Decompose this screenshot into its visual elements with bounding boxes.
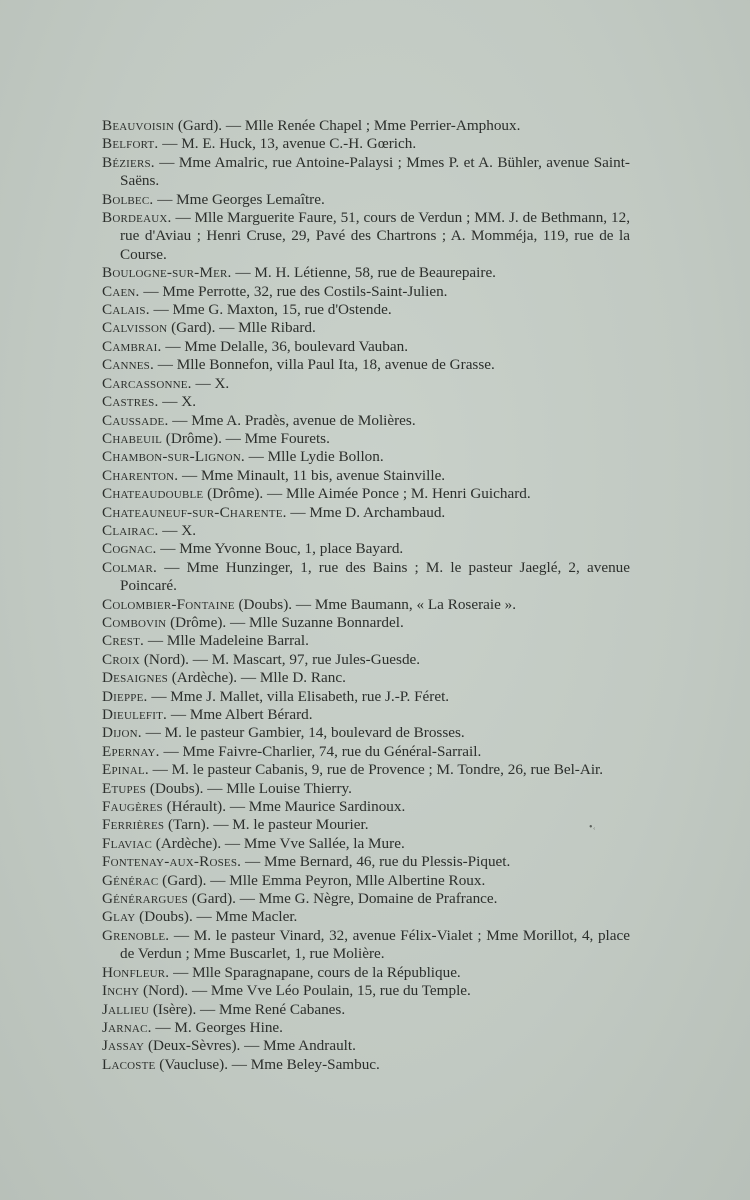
directory-entry [102,522,630,540]
directory-entry [102,982,630,1000]
entry-place: Honfleur. [102,963,170,981]
entry-place: Chateauneuf-sur-Charente. [102,503,287,521]
entry-text: — M. Georges Hine. [151,1018,283,1036]
directory-list [102,117,630,1074]
entry-place: Crest. [102,632,145,650]
entry-place: Calais. [102,301,150,319]
directory-entry [102,540,630,558]
directory-entry [102,1019,630,1037]
directory-entry [102,890,630,908]
entry-text: — M. le pasteur Gambier, 14, boulevard de Brosses. [141,724,465,742]
directory-entry [102,780,630,798]
directory-entry [102,669,630,687]
directory-entry [102,393,630,411]
entry-place: Jallieu [102,1000,150,1018]
directory-entry [102,485,630,503]
directory-entry [102,614,630,632]
entry-place: Fontenay-aux-Roses. [102,853,242,871]
directory-entry [102,816,630,834]
entry-place: Caen. [102,282,140,300]
entry-text: (Drôme). — Mlle Aimée Ponce ; M. Henri Guichard. [203,485,531,503]
entry-text: — M. le pasteur Cabanis, 9, rue de Provence ; M. Tondre, 26, rue Bel-Air. [148,761,604,779]
entry-text: — Mme Minault, 11 bis, avenue Stainville. [178,466,446,484]
directory-entry [102,283,630,301]
directory-entry [102,872,630,890]
entry-text: — M. le pasteur Vinard, 32, avenue Félix-Vialet ; Mme Morillot, 4, place de Verdun ; Mme Buscarlet, 1, rue Molière. [120,926,630,963]
entry-place: Inchy [102,982,140,1000]
entry-place: Boulogne-sur-Mer. [102,264,232,282]
entry-text: — Mme G. Maxton, 15, rue d'Ostende. [149,301,392,319]
entry-text: (Isère). — Mme René Cabanes. [149,1000,346,1018]
entry-text: — Mme Faivre-Charlier, 74, rue du Général-Sarrail. [159,742,482,760]
entry-place: Carcassonne. [102,374,192,392]
entry-text: (Doubs). — Mlle Louise Thierry. [146,779,352,797]
entry-text: (Tarn). — M. le pasteur Mourier. [164,816,369,834]
entry-place: Flaviac [102,834,152,852]
entry-text: — Mme J. Mallet, villa Elisabeth, rue J.-P. Féret. [147,687,450,705]
entry-place: Jarnac. [102,1018,152,1036]
entry-place: Lacoste [102,1055,156,1073]
entry-text: (Gard). — Mme G. Nègre, Domaine de Prafrance. [187,890,498,908]
entry-place: Béziers. [102,153,155,171]
entry-place: Charenton. [102,466,179,484]
entry-place: Belfort. [102,135,159,153]
entry-text: — X. [158,393,197,411]
entry-text: — Mlle Marguerite Faure, 51, cours de Verdun ; MM. J. de Bethmann, 12, rue d'Aviau ; Henri Cruse, 29, Pavé des Chartrons ; A. Momméja, 119, rue de la Course. [120,209,630,263]
directory-entry [102,964,630,982]
entry-text: — Mlle Lydie Bollon. [244,448,384,466]
entry-text: — Mme A. Pradès, avenue de Molières. [168,411,416,429]
entry-text: — Mlle Madeleine Barral. [144,632,309,650]
entry-text: — Mme Hunzinger, 1, rue des Bains ; M. le pasteur Jaeglé, 2, avenue Poincaré. [120,558,630,595]
entry-text: — Mme D. Archambaud. [286,503,446,521]
directory-entry [102,412,630,430]
entry-text: — X. [158,521,197,539]
entry-place: Chateaudouble [102,485,204,503]
entry-text: (Ardèche). — Mme Vve Sallée, la Mure. [151,834,405,852]
directory-entry [102,356,630,374]
directory-entry [102,135,630,153]
entry-place: Caussade. [102,411,169,429]
entry-place: Cannes. [102,356,154,374]
directory-entry [102,448,630,466]
directory-entry [102,835,630,853]
directory-entry [102,1056,630,1074]
entry-text: — Mme Perrotte, 32, rue des Costils-Saint-Julien. [139,282,448,300]
entry-text: — Mme Amalric, rue Antoine-Palaysi ; Mmes P. et A. Bühler, avenue Saint-Saëns. [120,153,630,190]
entry-place: Epernay. [102,742,160,760]
directory-entry [102,632,630,650]
entry-text: — X. [191,374,230,392]
directory-entry [102,724,630,742]
entry-text: — Mme Albert Bérard. [167,706,313,723]
directory-entry [102,761,630,779]
ink-speck: •˓ [589,822,596,833]
entry-place: Clairac. [102,521,159,539]
entry-place: Ferrières [102,816,165,834]
directory-entry [102,117,630,135]
entry-text: (Doubs). — Mme Baumann, « La Roseraie ». [234,595,517,613]
entry-text: — Mlle Sparagnapane, cours de la République. [169,963,461,981]
entry-place: Dijon. [102,724,142,742]
entry-place: Glay [102,908,136,926]
entry-text: (Deux-Sèvres). — Mme Andrault. [144,1037,356,1055]
entry-place: Générargues [102,890,188,908]
entry-text: — Mme Delalle, 36, boulevard Vauban. [161,337,409,355]
entry-text: — Mme Georges Lemaître. [153,190,325,208]
entry-place: Dieulefit. [102,706,168,723]
entry-text: (Gard). — Mlle Ribard. [167,319,316,337]
directory-entry [102,927,630,964]
entry-text: (Nord). — M. Mascart, 97, rue Jules-Guesde. [140,650,421,668]
entry-place: Faugères [102,798,163,816]
directory-entry [102,338,630,356]
directory-entry [102,908,630,926]
directory-entry [102,209,630,264]
entry-text: — Mlle Bonnefon, villa Paul Ita, 18, avenue de Grasse. [154,356,495,374]
entry-place: Beauvoisin [102,117,175,134]
directory-entry [102,798,630,816]
directory-entry [102,596,630,614]
directory-entry [102,1037,630,1055]
entry-text: (Nord). — Mme Vve Léo Poulain, 15, rue du Temple. [139,982,471,1000]
entry-place: Castres. [102,393,159,411]
entry-place: Bolbec. [102,190,154,208]
entry-place: Cognac. [102,540,157,558]
entry-place: Chambon-sur-Lignon. [102,448,245,466]
entry-place: Jassay [102,1037,145,1055]
entry-text: (Gard). — Mlle Renée Chapel ; Mme Perrier-Amphoux. [174,117,521,134]
directory-entry [102,467,630,485]
entry-text: (Ardèche). — Mlle D. Ranc. [167,669,346,687]
directory-entry [102,154,630,191]
entry-place: Desaignes [102,669,168,687]
directory-entry [102,559,630,596]
entry-place: Epinal. [102,761,149,779]
directory-entry [102,264,630,282]
directory-entry [102,430,630,448]
entry-text: (Hérault). — Mme Maurice Sardinoux. [162,798,406,816]
entry-place: Calvisson [102,319,168,337]
entry-place: Etupes [102,779,147,797]
entry-place: Chabeuil [102,429,162,447]
entry-place: Combovin [102,613,167,631]
entry-place: Colombier-Fontaine [102,595,235,613]
entry-text: — Mme Bernard, 46, rue du Plessis-Piquet. [241,853,511,871]
entry-place: Colmar. [102,558,158,576]
entry-text: — M. H. Létienne, 58, rue de Beaurepaire. [231,264,496,282]
directory-entry [102,301,630,319]
directory-entry [102,1001,630,1019]
directory-entry [102,853,630,871]
directory-entry [102,688,630,706]
entry-place: Dieppe. [102,687,148,705]
entry-text: (Drôme). — Mlle Suzanne Bonnardel. [166,613,404,631]
entry-text: (Drôme). — Mme Fourets. [162,429,330,447]
entry-place: Grenoble. [102,926,170,944]
directory-entry [102,504,630,522]
directory-entry [102,191,630,209]
entry-place: Générac [102,871,159,889]
entry-text: — Mme Yvonne Bouc, 1, place Bayard. [156,540,404,558]
entry-place: Cambrai. [102,337,162,355]
entry-text: — M. E. Huck, 13, avenue C.-H. Gœrich. [158,135,417,153]
entry-place: Bordeaux. [102,209,172,227]
entry-text: (Vaucluse). — Mme Beley-Sambuc. [155,1055,380,1073]
directory-entry [102,319,630,337]
directory-entry [102,743,630,761]
entry-text: (Doubs). — Mme Macler. [135,908,298,926]
directory-entry [102,651,630,669]
directory-entry [102,375,630,393]
entry-text: (Gard). — Mlle Emma Peyron, Mlle Albertine Roux. [158,871,486,889]
directory-entry [102,706,630,724]
entry-place: Croix [102,650,141,668]
